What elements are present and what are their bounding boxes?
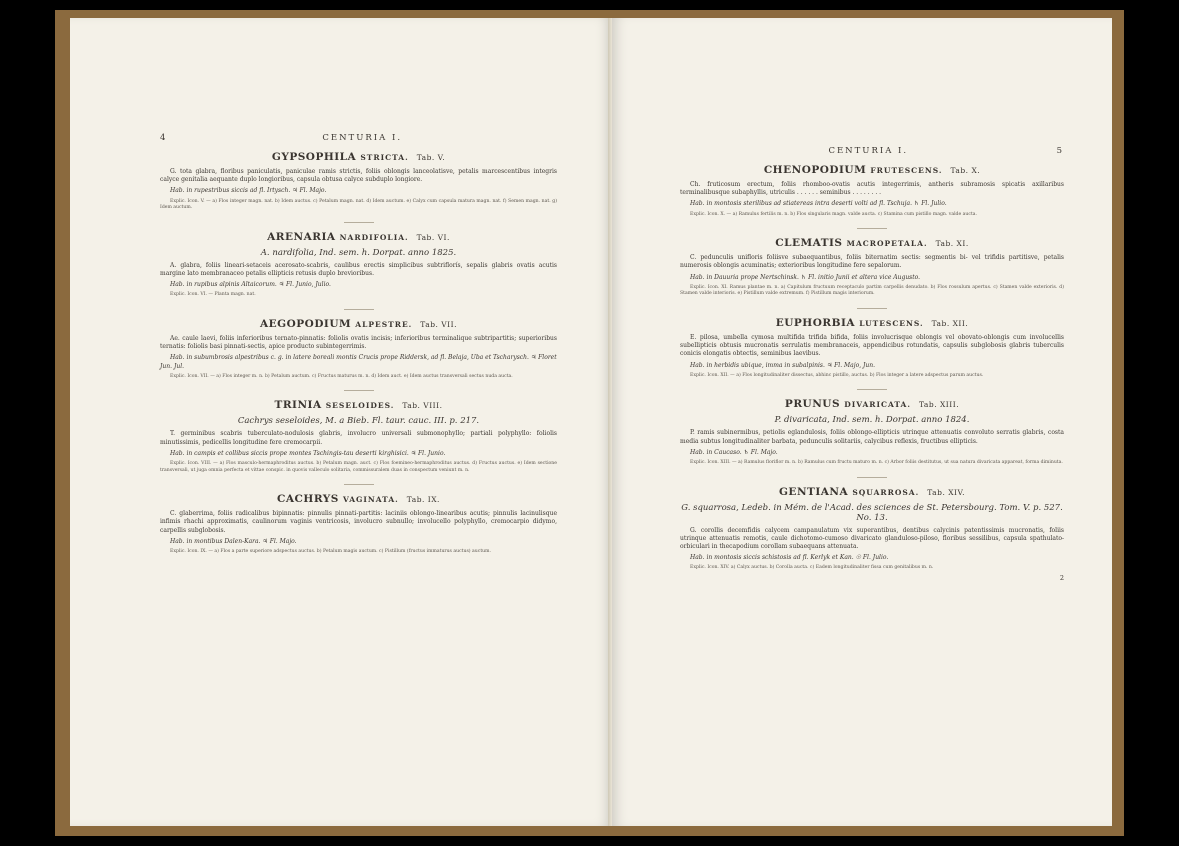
plate-explanation: Explic. Icon. XII. — a) Flos longitudinaliter dissectus, abhinc pistillo, auctus. b) Flos integer a latere adspectus parum auctus. — [690, 372, 984, 378]
left-running-head — [160, 133, 557, 143]
species-heading — [160, 151, 557, 163]
plate-explanation: Explic. Icon. IX. — a) Flos a parte superiore adspectus auctus. b) Petalum magis auctum. c) Pistillum (fructus immaturus auctus) auctum. — [170, 549, 491, 555]
synonym: Cachrys seseloides, M. a Bieb. Fl. taur. cauc. III. p. 217. — [237, 416, 480, 427]
plate-explanation: Explic. Icon. XI. Ramus plantae m. n. a) Capitulum fructuum receptaculo partim carpellis denudato. b) Flos rossulum apertus. c) Stamen valde exterioris. d) Stamen valde interioris. e) Pistillum valde extremum. f) Pistillum magis interiorum. — [680, 284, 1064, 297]
plate-explanation: Explic. Icon. VII. — a) Flos integer m. n. b) Petalum auctum. c) Fructus maturus m. n. d) Idem auct. e) Idem auctus transversali sectus nuda aucta. — [170, 373, 513, 379]
genus-name: GYPSOPHILA — [271, 151, 357, 163]
synonym: P. divaricata, Ind. sem. h. Dorpat. anno 1824. — [774, 415, 970, 426]
habitat: Hab. in campis et collibus siccis prope montes Tschingis-tau deserti kirghisici. ♃ Fl. Junio. — [170, 449, 446, 457]
species-entry — [160, 151, 557, 212]
species-heading — [680, 486, 1064, 498]
plate-explanation: Explic. Icon. V. — a) Flos integer magn. nat. b) Idem auctus. c) Petalum magn. nat. d) Idem auctum. e) Calyx cum capsula matura magn. nat. f) Semen magn. nat. g) Idem auctum. — [160, 198, 557, 211]
right-running-head — [680, 146, 1064, 156]
plate-reference: Tab. VII. — [420, 320, 457, 329]
description: Ae. caule laevi, foliis inferioribus ternato-pinnatis: foliolis ovatis incisis; inferioribus terminalique subtripartitis; superioribus ternatis: foliolis basi pinnati-sectis, apice producto subintegerrimis. — [160, 335, 557, 351]
right-running-title: CENTURIA I. — [828, 146, 909, 156]
species-heading — [160, 318, 557, 330]
genus-name: AEGOPODIUM — [260, 318, 352, 330]
species-epithet: MACROPETALA. — [846, 239, 928, 249]
habitat: Hab. in rupestribus siccis ad fl. Irtysch. ♃ Fl. Majo. — [170, 187, 327, 195]
habitat: Hab. in rupibus alpinis Altaicorum. ♃ Fl. Junio, Julio. — [170, 281, 331, 289]
plate-explanation: Explic. Icon. X. — a) Ramulus fertilis m. n. b) Flos singularis magn. valde aucta. c) Stamina cum pistillo magn. valde aucta. — [690, 211, 977, 217]
species-entry — [680, 164, 1064, 218]
synonym: G. squarrosa, Ledeb. in Mém. de l'Acad. des sciences de St. Petersbourg. Tom. V. p. 527. No. 13. — [681, 502, 1063, 523]
genus-name: CLEMATIS — [775, 237, 843, 250]
description: T. germinibus scabris tuberculato-nodulosis glabris, involucro universali submonophyllo; partiali polyphyllo: foliolis minutissimis, pedicellis longitudine fere cremocarpii. — [160, 430, 557, 446]
species-epithet: SESELOIDES. — [325, 401, 395, 411]
plate-reference: Tab. XII. — [931, 319, 969, 328]
species-heading — [680, 317, 1064, 329]
habitat: Hab. in Caucaso. ♄ Fl. Majo. — [690, 448, 778, 456]
species-heading — [160, 493, 557, 505]
plate-reference: Tab. IX. — [406, 495, 440, 505]
species-epithet: DIVARICATA. — [844, 400, 911, 410]
section-divider — [857, 389, 887, 390]
plate-explanation: Explic. Icon. XIV. a) Calyx auctus. b) Corolla aucta. c) Eadem longitudinaliter fissa cum genitalibus m. n. — [690, 565, 934, 571]
section-divider — [344, 222, 374, 223]
description: G. corollis decemfidis calycem campanulatum vix superantibus, dentibus calycinis patentissimis mucronatis, foliis utrinque attenuatis remotis, caule dichotomo-cumoso divaricato glanduloso-piloso, floribus sessilibus, capsula spathulato-orbiculari in thecapodium corollam subaequans attenuata. — [680, 526, 1064, 551]
section-divider — [344, 390, 374, 391]
species-epithet: SQUARROSA. — [852, 487, 920, 497]
left-page — [70, 18, 612, 826]
right-page-content — [612, 146, 1112, 582]
section-divider — [344, 484, 374, 485]
habitat: Hab. in montibus Dalen-Kara. ♃ Fl. Majo. — [170, 537, 297, 545]
plate-reference: Tab. VI. — [416, 232, 450, 242]
species-epithet: NARDIFOLIA. — [339, 232, 409, 242]
right-entries — [680, 164, 1064, 572]
species-entry — [160, 318, 557, 380]
species-entry — [680, 486, 1064, 572]
genus-name: EUPHORBIA — [775, 317, 856, 329]
species-entry — [680, 317, 1064, 379]
species-epithet: VAGINATA. — [342, 495, 399, 505]
habitat: Hab. in montosis sterilibus ad stiatereas intra deserti volti ad fl. Tschuja. ♄ Fl. Julio. — [690, 200, 947, 208]
plate-reference: Tab. XI. — [935, 239, 969, 249]
species-heading — [160, 231, 557, 243]
species-heading — [680, 237, 1064, 249]
species-heading — [680, 398, 1064, 410]
species-entry — [160, 493, 557, 555]
plate-reference: Tab. V. — [416, 153, 446, 162]
species-epithet: FRUTESCENS. — [870, 166, 943, 175]
plate-explanation: Explic. Icon. VIII. — a) Flos masculo-hermaphroditus auctus. b) Petalum magn. auct. c) Flos foemineo-hermaphroditus auctus. d) Fructus auctus. e) Idem sectione transversali, ut juga omnia perfecta et vittae conspic. in quovis valleculo solitaria, commissuralem duas in conspectum veniunt m. n. — [160, 461, 557, 473]
genus-name: TRINIA — [274, 399, 322, 412]
species-entry — [160, 399, 557, 474]
genus-name: ARENARIA — [267, 230, 336, 243]
species-entry — [680, 398, 1064, 466]
species-heading — [680, 164, 1064, 176]
species-heading — [160, 399, 557, 411]
description: P. ramis subinermibus, petiolis eglandulosis, foliis oblongo-ellipticis utrinque attenuatis convoluto serratis glabris, costa media subtus longitudinaliter barbata, pedunculis solitariis, calycibus reflexis, fructibus ellipticis. — [680, 429, 1064, 445]
species-entry — [680, 237, 1064, 298]
section-divider — [857, 308, 887, 309]
description: Ch. fruticosum erectum, foliis rhomboo-ovatis acutis integerrimis, antheris subramosis spicatis axillaribus terminalibusque subaphyllis, utriculis . . . . . . seminibus . . . . . . . . — [680, 181, 1064, 197]
section-divider — [857, 228, 887, 229]
plate-reference: Tab. XIII. — [919, 400, 960, 410]
right-page-number: 5 — [1056, 146, 1064, 156]
section-divider — [344, 309, 374, 310]
left-entries — [160, 151, 557, 556]
left-page-content — [70, 133, 612, 558]
genus-name: GENTIANA — [778, 485, 849, 498]
habitat: Hab. in Dauuria prope Nertschinsk. ♄ Fl. initio Junii et altera vice Augusto. — [690, 273, 921, 281]
synonym: A. nardifolia, Ind. sem. h. Dorpat. anno 1825. — [260, 247, 457, 258]
species-epithet: ALPESTRE. — [355, 320, 413, 329]
genus-name: PRUNUS — [784, 398, 841, 411]
plate-explanation: Explic. Icon. XIII. — a) Ramulus floriflor m. n. b) Ramulus cum fructu maturo m. n. c) Arbor foliis destitutus, ut sua natura divaricata appareat, forma diminuta. — [690, 460, 1063, 466]
habitat: Hab. in subumbrosis alpestribus c. g. in latere boreali montis Crucis prope Riddersk, ad fl. Belaja, Uba et Tscharysch. ♃ Floret Jun. Jul. — [160, 354, 557, 370]
description: C. pedunculis unifloris foliisve subaequantibus, foliis biternatim sectis: segmentis bi- vel trifidis partitisve, petalis numerosis oblongis acuminatis; exterioribus longitudine fere sepalorum. — [680, 254, 1064, 270]
species-entry — [160, 231, 557, 299]
plate-reference: Tab. X. — [950, 166, 981, 175]
left-running-title: CENTURIA I. — [322, 133, 403, 143]
description: A. glabra, foliis lineari-setaceis acerosato-scabris, caulibus erectis simplicibus subtriflorís, sepalis glabris ovatis acutis margine lato membranaceo petalis ellipticis retusis duplo brevioribus. — [160, 261, 557, 277]
species-epithet: LUTESCENS. — [859, 319, 924, 328]
habitat: Hab. in montosis siccis schistosis ad fl. Kerlyk et Kan. ☉ Fl. Julio. — [690, 554, 889, 562]
description: G. tota glabra, floribus paniculatis, paniculae ramis strictis, foliis oblongis lanceolatisve, petalis marcescentibus integris calyce genitalia aequante duplo longioribus, capsula obtusa calyce subduplo longiore. — [160, 168, 557, 184]
species-epithet: STRICTA. — [360, 153, 409, 162]
habitat: Hab. in herbidis ubique, imma in subalpinis. ♃ Fl. Majo, Jun. — [690, 361, 876, 369]
plate-reference: Tab. XIV. — [927, 487, 966, 497]
plate-explanation: Explic. Icon. VI. — Planta magn. nat. — [170, 292, 256, 298]
genus-name: CACHRYS — [277, 493, 339, 506]
plate-reference: Tab. VIII. — [402, 401, 443, 411]
genus-name: CHENOPODIUM — [763, 164, 867, 176]
signature-mark: 2 — [1059, 574, 1064, 583]
description: C. glaberrima, foliis radicalibus bipinnatis: pinnulis pinnati-partitis: laciniis oblongo-linearibus acutis; pinnulis lacinulisque infimis rhachi approximatis, caulinorum vaginis ventricosis, involucro subnullo; involucello polyphyllo, cremocarpio didymo, carpellis subglobosis. — [160, 510, 557, 534]
left-page-number: 4 — [160, 133, 168, 143]
section-divider — [857, 477, 887, 478]
right-page — [612, 18, 1112, 826]
description: E. pilosa, umbella cymosa multifida trifida bifida, foliis involucrisque oblongis vel obovato-oblongis cum involucellis subellipticis obtusis mucronatis serrulatis membranaceis, appendicibus rotundatis, capsulis subglobosis glabris tuberculis conicis elongatis obtectis, seminibus laevibus. — [680, 334, 1064, 358]
